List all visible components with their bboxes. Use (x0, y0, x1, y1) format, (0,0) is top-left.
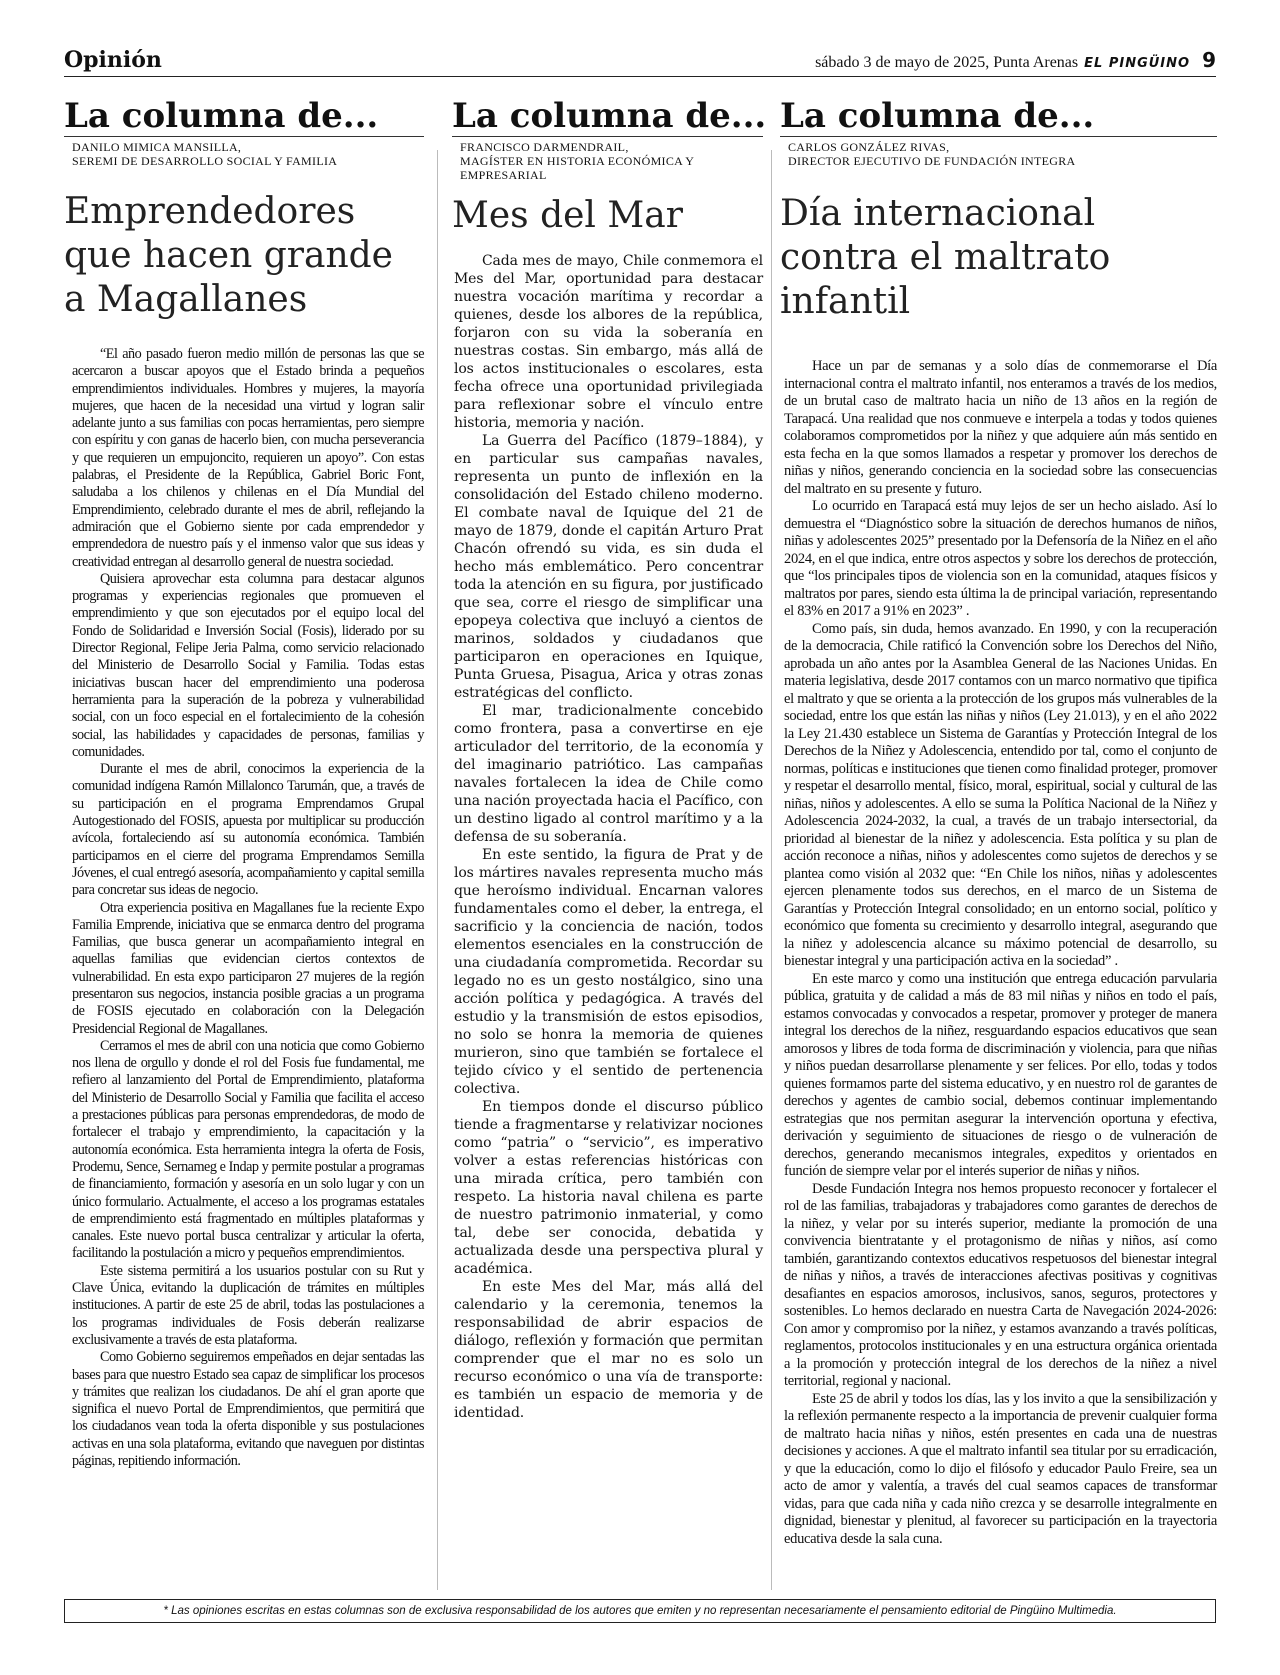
paragraph: Quisiera aprovechar esta columna para destacar algunos programas y experiencias regionales que promueven el emprendimiento y que son ejecutados por el equipo local del Fondo de Solidaridad e Inversión Social (Fosis), liderado por su Director Regional, Felipe Jeria Palma, como servicio relacionado del Ministerio de Desarrollo Social y Familia. Todas estas iniciativas buscan hacer del emprendimiento una poderosa herramienta para la superación de la pobreza y vulnerabilidad social, con un foco especial en el fortalecimiento de la cohesión social, las habilidades y capacidades de personas, familias y comunidades. (72, 570, 424, 760)
disclaimer-text: * Las opiniones escritas en estas columnas son de exclusiva responsabilidad de los autores que emiten y no representan necesariamente el pensamiento editorial de Pingüino Multimedia. (163, 1605, 1117, 1617)
article-title: Mes del Mar (452, 195, 683, 236)
article-title: Emprendedores que hacen grande a Magallanes (64, 191, 393, 320)
paragraph: La Guerra del Pacífico (1879–1884), y en particular sus campañas navales, representa un punto de inflexión en la consolidación del Estado chileno moderno. El combate naval de Iquique del 21 de mayo de 1879, donde el capitán Arturo Prat Chacón ofrendó su vida, es sin duda el hecho más emblemático. Pero concentrar toda la atención en su figura, por justificado que sea, corre el riesgo de simplificar una epopeya colectiva que incluyó a cientos de marinos, soldados y ciudadanos que participaron en operaciones en Iquique, Punta Gruesa, Pisagua, Arica y otras zonas estratégicas del conflicto. (454, 433, 763, 701)
paragraph: Desde Fundación Integra nos hemos propuesto reconocer y fortalecer el rol de las familias, trabajadoras y trabajadores como garantes de derechos de la niñez, y velar por su interés superior, mediante la promoción de una convivencia bientratante y el protagonismo de niñas y niños, así como también, garantizando contextos educativos respetuosos del bienestar integral de niñas y niños, a través de interacciones afectivas positivas y cognitivas desafiantes en espacios amorosos, inclusivos, sanos, seguros, protectores y sostenibles. Lo hemos declarado en nuestra Carta de Navegación 2024-2026: Con amor y compromiso por la niñez, y estamos avanzando a través políticas, reglamentos, protocolos institucionales y en una estructura orgánica orientada a la promoción y protección integral de los derechos de la niñez a nivel territorial, regional y nacional. (784, 1180, 1217, 1389)
page-header (64, 46, 1216, 77)
author-role: DIRECTOR EJECUTIVO DE FUNDACIÓN INTEGRA (788, 154, 1076, 168)
paragraph: En tiempos donde el discurso público tiende a fragmentarse y relativizar nociones como “patria” o “servicio”, es imperativo volver a estas referencias históricas con una mirada crítica, pero también con respeto. La historia naval chilena es parte de nuestro patrimonio inmaterial, y como tal, debe ser conocida, debatida y actualizada desde una perspectiva plural y académica. (454, 1099, 763, 1277)
paragraph: Lo ocurrido en Tarapacá está muy lejos de ser un hecho aislado. Así lo demuestra el “Diagnóstico sobre la situación de derechos humanos de niños, niñas y adolescentes 2025” presentado por la Defensoría de la Niñez en el año 2024, en el que indica, entre otros aspectos y sobre los derechos de protección, que “los principales tipos de violencia son en la comunidad, ataques físicos y maltratos por pares, siendo esta última la de principal variación, representando el 83% en 2017 a 91% en 2023” . (784, 498, 1217, 619)
disclaimer-footer (64, 1599, 1216, 1623)
column-kicker: La columna de... (452, 96, 767, 136)
paragraph: Hace un par de semanas y a solo días de conmemorarse el Día internacional contra el maltrato infantil, nos enteramos a través de los medios, de un brutal caso de maltrato hacia un niño de 13 años en la región de Tarapacá. Una realidad que nos conmueve e interpela a todas y todos quienes colaboramos comprometidos por la niñez y que adquiere aún más sentido en esta fecha en la que somos llamados a respetar y promover los derechos de niñas y niños, generando conciencia en la sociedad sobre las consecuencias del maltrato en su presente y futuro. (784, 358, 1217, 497)
column-2 (452, 96, 767, 1422)
paragraph: Cada mes de mayo, Chile conmemora el Mes del Mar, oportunidad para destacar nuestra vocación marítima y recordar a quienes, desde los albores de la república, forjaron con su vida la soberanía en nuestras costas. Sin embargo, más allá de los actos institucionales o escolares, esta fecha ofrece una oportunidad privilegiada para reflexionar sobre el vínculo entre historia, memoria y nación. (454, 253, 763, 431)
header-dateline (815, 48, 1216, 72)
paragraph: Durante el mes de abril, conocimos la experiencia de la comunidad indígena Ramón Millalonco Tarumán, que, a través de su participación en el programa Emprendamos Grupal Autogestionado del FOSIS, apuesta por multiplicar su producción avícola, fortaleciendo así su autonomía económica. También participamos en el cierre del programa Emprendamos Semilla Jóvenes, el cual entregó asesoría, acompañamiento y capital semilla para concretar sus ideas de negocio. (72, 761, 424, 899)
page-number: 9 (1202, 48, 1216, 72)
paragraph: “El año pasado fueron medio millón de personas las que se acercaron a buscar apoyos que el Estado brinda a pequeños emprendimientos individuales. Hombres y mujeres, la mayoría mujeres, que hacen de la necesidad una virtud y logran salir adelante junto a sus familias con pocas herramientas, pero siempre con espíritu y con ganas de hacerlo bien, con mucha perseverancia y que requieren un empujoncito, requieren un apoyo”. Con estas palabras, el Presidente de la República, Gabriel Boric Font, saludaba a los chilenos y chilenas en el Día Mundial del Emprendimiento, celebrado durante el mes de abril, reflejando la admiración que el Gobierno siente por cada emprendedor y emprendedora de nuestro país y el inmenso valor que sus ideas y creatividad entregan al desarrollo general de nuestra sociedad. (72, 346, 424, 570)
section-name: Opinión (64, 47, 162, 73)
article-body (780, 358, 1217, 1548)
paragraph: Como Gobierno seguiremos empeñados en dejar sentadas las bases para que nuestro Estado sea capaz de simplificar los procesos y trámites que realizan los ciudadanos. De ahí el gran aporte que significa el nuevo Portal de Emprendimientos, que permitirá que los ciudadanos vean toda la oferta disponible y sus postulaciones activas en una sola plataforma, evitando que naveguen por distintas páginas, repitiendo información. (72, 1349, 424, 1469)
article-body (64, 346, 424, 1470)
column-divider (771, 150, 772, 1590)
column-1 (64, 96, 424, 1470)
paragraph: Este sistema permitirá a los usuarios postular con su Rut y Clave Única, evitando la duplicación de trámites en múltiples instituciones. A partir de este 25 de abril, todas las postulaciones a los programas individuales de Fosis deberán realizarse exclusivamente a través de esta plataforma. (72, 1262, 424, 1348)
column-kicker: La columna de... (780, 96, 1217, 137)
author-role: SEREMI DE DESARROLLO SOCIAL Y FAMILIA (72, 154, 338, 168)
paragraph: Como país, sin duda, hemos avanzado. En 1990, y con la recuperación de la democracia, Chile ratificó la Convención sobre los Derechos del Niño, aprobada un año antes por la Asamblea General de las Naciones Unidas. En materia legislativa, desde 2017 contamos con un marco normativo que tipifica el maltrato y que se orienta a la protección de los grupos más vulnerables de la sociedad, entre los que están las niñas y niños (Ley 21.013), y en el año 2022 la Ley 21.430 establece un Sistema de Garantías y Protección Integral de los Derechos de la Niñez y Adolescencia, entendido por tal, como el conjunto de normas, políticas e instituciones que tienen como finalidad proteger, promover y respetar el desarrollo mental, físico, moral, espiritual, social y cultural de las niñas, niños y adolescentes. A ello se suma la Política Nacional de la Niñez y Adolescencia 2024-2032, la cual, a través de un trabajo intersectorial, da prioridad al bienestar de la niñez y adolescencia. Esta política y su plan de acción reconoce a niñas, niños y adolescentes como sujetos de derechos y se plantea como visión al 2032 que: “En Chile los niños, niñas y adolescentes ejercen plenamente todos sus derechos, en el marco de un Sistema de Garantías y Protección Integral consolidado; en un entorno social, político y económico que fomenta su crecimiento y desarrollo integral, asegurando que la niñez y adolescencia alcance su máximo potencial de desarrollo, su bienestar integral y una participación activa en la sociedad” . (784, 620, 1217, 969)
paragraph: Cerramos el mes de abril con una noticia que como Gobierno nos llena de orgullo y donde el rol del Fosis fue fundamental, me refiero al lanzamiento del Portal de Emprendimiento, plataforma del Ministerio de Desarrollo Social y Familia que facilita el acceso a prestaciones públicas para personas emprendedoras, de modo de fortalecer el trabajo y emprendimiento, la capacitación y la autonomía económica. Esta herramienta integra la oferta de Fosis, Prodemu, Sence, Sernameg e Indap y permite postular a programas de financiamiento, formación y asesoría en un solo lugar y con un único formulario. Actualmente, el acceso a los programas estatales de emprendimiento está fragmentado en múltiples plataformas y canales. Este nuevo portal busca centralizar y articular la oferta, facilitando la postulación a micro y pequeños emprendimientos. (72, 1037, 424, 1262)
column-3 (780, 96, 1217, 1548)
author-name: CARLOS GONZÁLEZ RIVAS, (788, 140, 950, 154)
article-title: Día internacional contra el maltrato infantil (780, 193, 1111, 322)
article-body (452, 252, 763, 1422)
paragraph: En este sentido, la figura de Prat y de los mártires navales representa mucho más que heroísmo individual. Encarnan valores fundamentales como el deber, la entrega, el sacrificio y la conciencia de nación, todos elementos esenciales en la construcción de una ciudadanía comprometida. Recordar su legado no es un gesto nostálgico, sino una acción política y pedagógica. A través del estudio y la transmisión de estos episodios, no solo se honra la memoria de quienes murieron, sino que también se fortalece el tejido cívico y el sentido de pertenencia colectiva. (454, 847, 763, 1097)
paragraph: Otra experiencia positiva en Magallanes fue la reciente Expo Familia Emprende, iniciativa que se enmarca dentro del programa Familias, que busca generar un acompañamiento integral en aquellas familias que evidencian ciertos contextos de vulnerabilidad. En esta expo participaron 27 mujeres de la región presentaron sus negocios, instancia posible gracias a un programa de FOSIS ejecutado en colaboración con la Delegación Presidencial Regional de Magallanes. (72, 899, 424, 1037)
paragraph: El mar, tradicionalmente concebido como frontera, pasa a convertirse en eje articulador del territorio, de la economía y del imaginario patriótico. Las campañas navales fortalecen la idea de Chile como una nación proyectada hacia el Pacífico, con un destino ligado al control marítimo y a la defensa de su soberanía. (454, 703, 763, 845)
author-name: DANILO MIMICA MANSILLA, (72, 140, 242, 154)
publication-date: sábado 3 de mayo de 2025, Punta Arenas (815, 54, 1079, 71)
author-role: MAGÍSTER EN HISTORIA ECONÓMICA Y EMPRESARIAL (460, 154, 694, 182)
paragraph: En este Mes del Mar, más allá del calendario y la ceremonia, tenemos la responsabilidad de abrir espacios de diálogo, reflexión y formación que permitan comprender que el mar no es solo un recurso económico o una vía de transporte: es también un espacio de memoria y de identidad. (454, 1279, 763, 1421)
column-divider (437, 150, 438, 1590)
paragraph: Este 25 de abril y todos los días, las y los invito a que la sensibilización y la reflexión permanente respecto a la importancia de prevenir cualquier forma de maltrato hacia niñas y niños, estén presentes en cada una de nuestras decisiones y acciones. A que el maltrato infantil sea titular por su erradicación, y que la educación, como lo dijo el filósofo y educador Paulo Freire, sea un acto de amor y valentía, a través del cual seamos capaces de transformar vidas, para que cada niña y cada niño crezca y se desarrolle integralmente en dignidad, bienestar y plenitud, al favorecer su participación en la trayectoria educativa desde la sala cuna. (784, 1390, 1217, 1547)
newspaper-logo: EL PINGÜINO (1084, 56, 1191, 71)
column-kicker: La columna de... (64, 96, 424, 137)
paragraph: En este marco y como una institución que entrega educación parvularia pública, gratuita y de calidad a más de 83 mil niñas y niños en todo el país, estamos convocadas y convocados a respetar, promover y proteger de manera integral los derechos de la niñez, resguardando espacios educativos que sean amorosos y libres de toda forma de discriminación y violencia, para que niñas y niños puedan desarrollarse plenamente y ser felices. Por ello, todas y todos quienes formamos parte del sistema educativo, y en nuestro rol de garantes de derechos y agentes de cambio social, debemos continuar implementando estrategias que nos permitan asegurar la intervención oportuna y efectiva, derivación y seguimiento de situaciones de riesgo o de vulneración de derechos, generando mecanismos integrales, expeditos y orientados en función de siempre velar por el interés superior de niñas y niños. (784, 970, 1217, 1179)
author-name: FRANCISCO DARMENDRAIL, (460, 140, 629, 154)
